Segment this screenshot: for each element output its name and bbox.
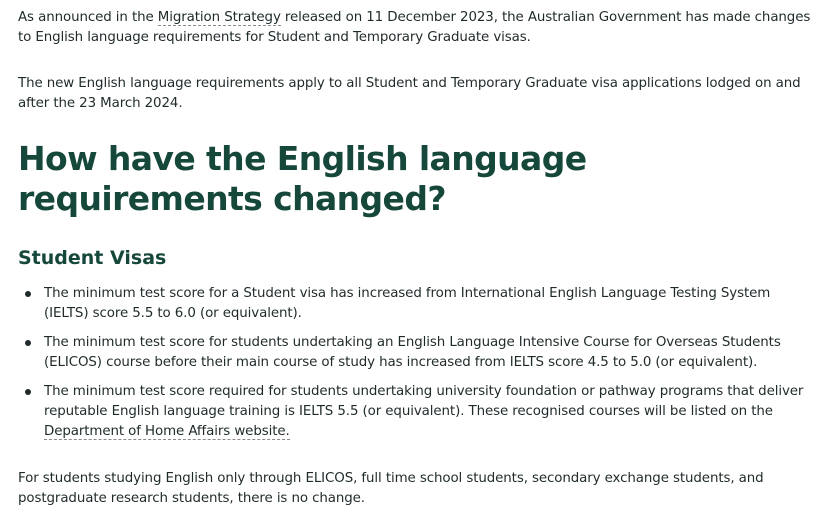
intro-paragraph [18,8,818,48]
intro-suffix: released on 11 December 2023, the Australian Government has made changes to English language requirements for Student and Temporary Graduate visas. [18,10,811,45]
list-item [18,382,818,442]
home-affairs-website-link[interactable]: Department of Home Affairs website. [44,424,290,439]
intro-prefix: As announced in the [18,10,158,25]
bullet-dot-icon [25,340,31,346]
requirements-list [18,284,818,451]
list-item [18,333,818,373]
no-change-paragraph: For students studying English only through ELICOS, full time school students, secondary exchange students, and postgraduate research students, there is no change. [18,471,764,506]
page-heading: How have the English language requirements changed? [18,139,587,218]
list-item [18,284,818,324]
requirements-apply-paragraph: The new English language requirements apply to all Student and Temporary Graduate visa applications lodged on and after the 23 March 2024. [18,76,801,111]
list-item-text: The minimum test score required for students undertaking university foundation or pathway programs that deliver reputable English language training is IELTS 5.5 (or equivalent). These recognised courses will be listed on the [44,384,804,419]
migration-strategy-link[interactable]: Migration Strategy [157,10,281,25]
list-item-text: The minimum test score for students undertaking an English Language Intensive Course for Overseas Students (ELICOS) course before their main course of study has increased from IELTS score 4.5 to 5.0 (or equivalent). [44,335,781,370]
bullet-dot-icon [25,389,31,395]
bullet-dot-icon [25,291,31,297]
section-heading-student-visas: Student Visas [18,247,167,269]
list-item-text: The minimum test score for a Student visa has increased from International English Language Testing System (IELTS) score 5.5 to 6.0 (or equivalent). [44,286,771,321]
